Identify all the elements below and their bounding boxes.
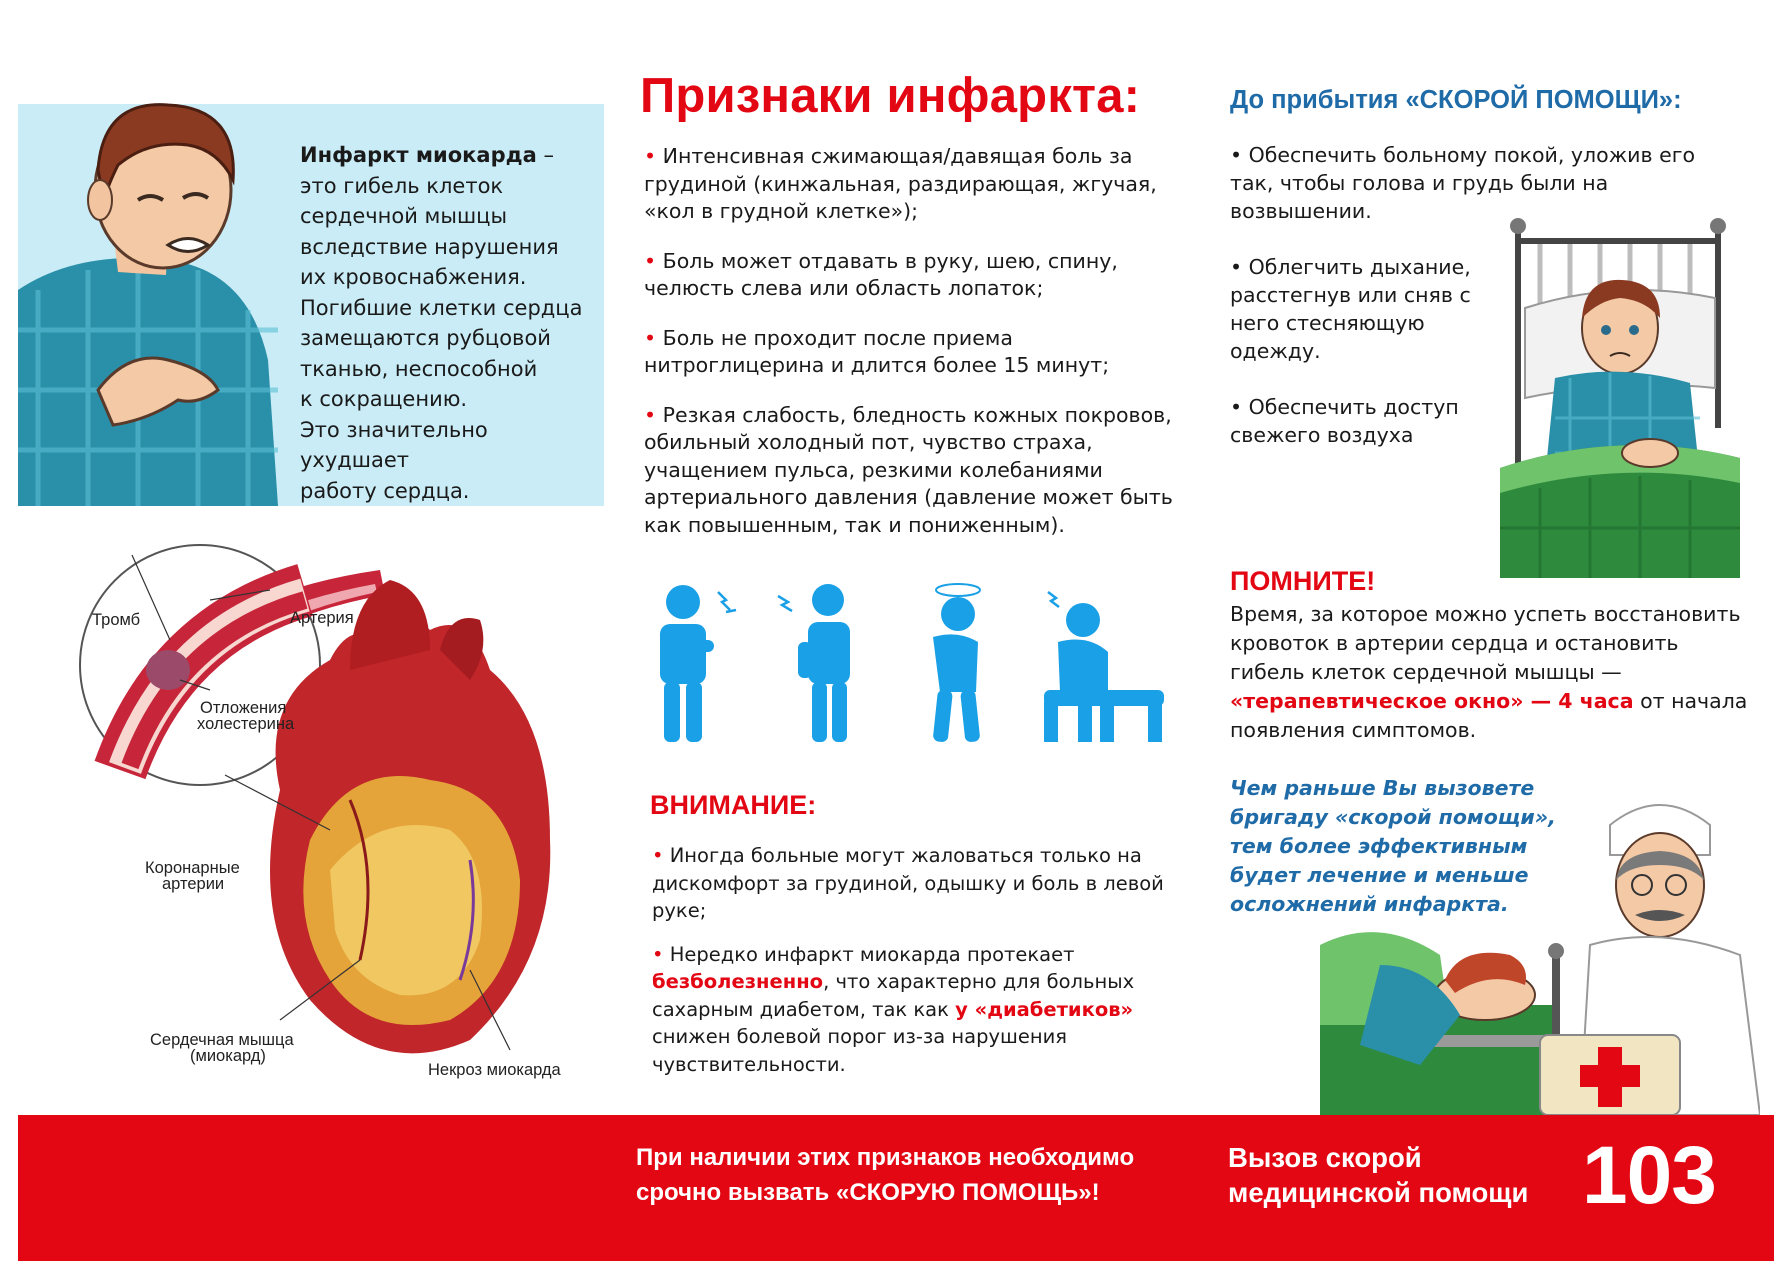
definition-dash: – [536, 143, 554, 167]
definition-line: сердечной мышцы [300, 204, 508, 228]
remember-title: ПОМНИТЕ! [1230, 566, 1376, 596]
ambulance-call-line-1: Вызов скорой [1228, 1142, 1422, 1173]
dizzy-figure-icon [933, 584, 981, 742]
bullet: • [652, 942, 664, 966]
attention-item [652, 941, 1172, 1079]
symptom-text: Интенсивная сжимающая/давящая боль за грудиной (кинжальная, раздирающая, жгучая, «кол в грудной клетке»); [644, 144, 1157, 223]
symptom-item [644, 248, 1184, 303]
label-necrosis: Некроз миокарда [428, 1061, 561, 1079]
attention-painless: безболезненно [652, 970, 824, 993]
symptom-text: Боль может отдавать в руку, шею, спину, челюсть слева или область лопаток; [644, 248, 1118, 300]
symptom-figures [648, 582, 1168, 742]
first-aid-text: Обеспечить доступ свежего воздуха [1230, 395, 1459, 447]
bullet: • [652, 844, 664, 867]
remember-text-c: от начала появления симптомов. [1230, 689, 1748, 742]
label-coronary-1: Коронарные [145, 859, 240, 877]
attention-text-c: , что характерно для больных сахарным диабетом, так как [652, 970, 1135, 1021]
remember-text-a: Время, за которое можно успеть восстановить кровоток в артерии сердца и остановить гибель клеток сердечной мышцы — [1230, 602, 1741, 684]
definition-line: их кровоснабжения. [300, 265, 527, 289]
first-aid-item: • Облегчить дыхание, расстегнув или сняв с него стесняющую одежду. [1230, 255, 1471, 363]
man-chest-pain-illustration [18, 60, 288, 506]
bullet: • [644, 325, 657, 350]
definition-line: Погибшие клетки сердца [300, 295, 583, 320]
sooner-call-text: Чем раньше Вы вызовете бригаду «скорой помощи», тем более эффективным будет лечение и меньше осложнений инфаркта. [1230, 776, 1556, 916]
first-aid-text: Обеспечить больному покой, уложив его так, чтобы голова и грудь были на возвышении. [1230, 143, 1696, 223]
attention-item [652, 842, 1172, 925]
definition-line: тканью, неспособной [300, 356, 538, 381]
attention-list [652, 842, 1172, 1094]
label-deposits-1: Отложения [200, 699, 287, 717]
label-muscle-2: (миокард) [190, 1047, 266, 1065]
definition-line: это гибель клеток [300, 173, 504, 198]
doctor-and-patient-illustration [1320, 765, 1760, 1115]
definition-line: к сокращению. [300, 387, 468, 411]
definition-line: работу сердца. [300, 478, 470, 503]
therapeutic-window: «терапевтическое окно» — 4 часа [1230, 689, 1634, 713]
attention-text-e: снижен болевой порог из-за нарушения чувствительности. [652, 1025, 1068, 1076]
attention-diabetics: у «диабетиков» [955, 997, 1134, 1021]
label-muscle-1: Сердечная мышца [150, 1031, 294, 1049]
definition-line: вследствие нарушения [300, 234, 559, 259]
first-aid-title: До прибытия «СКОРОЙ ПОМОЩИ»: [1230, 86, 1682, 114]
bullet: • [644, 402, 657, 427]
bullet: • [644, 144, 657, 168]
symptom-item [644, 402, 1184, 540]
label-coronary-2: артерии [162, 875, 225, 893]
symptom-item [644, 143, 1184, 226]
definition-line: Это значительно ухудшает [300, 417, 488, 472]
attention-text: Иногда больные могут жаловаться только на дискомфорт за грудиной, одышку и боль в левой руке; [652, 844, 1164, 922]
heart-diagram [50, 540, 590, 1090]
page-title: Признаки инфаркта: [640, 69, 1141, 123]
definition-line: замещаются рубцовой [300, 326, 551, 350]
remember-text [1230, 600, 1750, 745]
label-artery: Артерия [290, 609, 354, 627]
emergency-number[interactable]: 103 [1582, 1130, 1716, 1221]
urgent-call-line-2: срочно вызвать «СКОРУЮ ПОМОЩЬ»! [636, 1179, 1100, 1206]
first-aid-item: • Обеспечить доступ свежего воздуха [1230, 395, 1459, 447]
symptom-text: Боль не проходит после приема нитроглицерина и длится более 15 минут; [644, 325, 1110, 377]
arm-pain-figure-icon [778, 584, 850, 742]
patient-in-bed-illustration [1500, 218, 1740, 578]
urgent-call-warning [636, 1140, 1134, 1210]
ambulance-call-line-2: медицинской помощи [1228, 1177, 1529, 1208]
first-aid-item: • Обеспечить больному покой, уложив его так, чтобы голова и грудь были на возвышении. [1230, 143, 1696, 223]
definition-text [300, 140, 600, 506]
attention-title: ВНИМАНИЕ: [650, 790, 817, 820]
symptom-text: Резкая слабость, бледность кожных покровов, обильный холодный пот, чувство страха, учащением пульса, резкими колебаниями артериального давления (давление может быть как повышенным, так и пониженным). [644, 402, 1173, 537]
bullet: • [644, 248, 657, 273]
attention-text-a: Нередко инфаркт миокарда протекает [669, 942, 1075, 966]
chest-pain-figure-icon [660, 585, 736, 742]
urgent-call-line-1: При наличии этих признаков необходимо [636, 1144, 1135, 1171]
symptom-item [644, 325, 1184, 380]
sitting-weak-figure-icon [1044, 592, 1164, 742]
symptoms-list [644, 143, 1184, 561]
label-thrombus: Тромб [92, 611, 141, 629]
ambulance-call-label [1228, 1140, 1528, 1210]
first-aid-text: Облегчить дыхание, расстегнув или сняв с него стесняющую одежду. [1230, 255, 1471, 363]
label-deposits-2: холестерина [197, 715, 295, 733]
definition-term: Инфаркт миокарда [300, 143, 537, 167]
